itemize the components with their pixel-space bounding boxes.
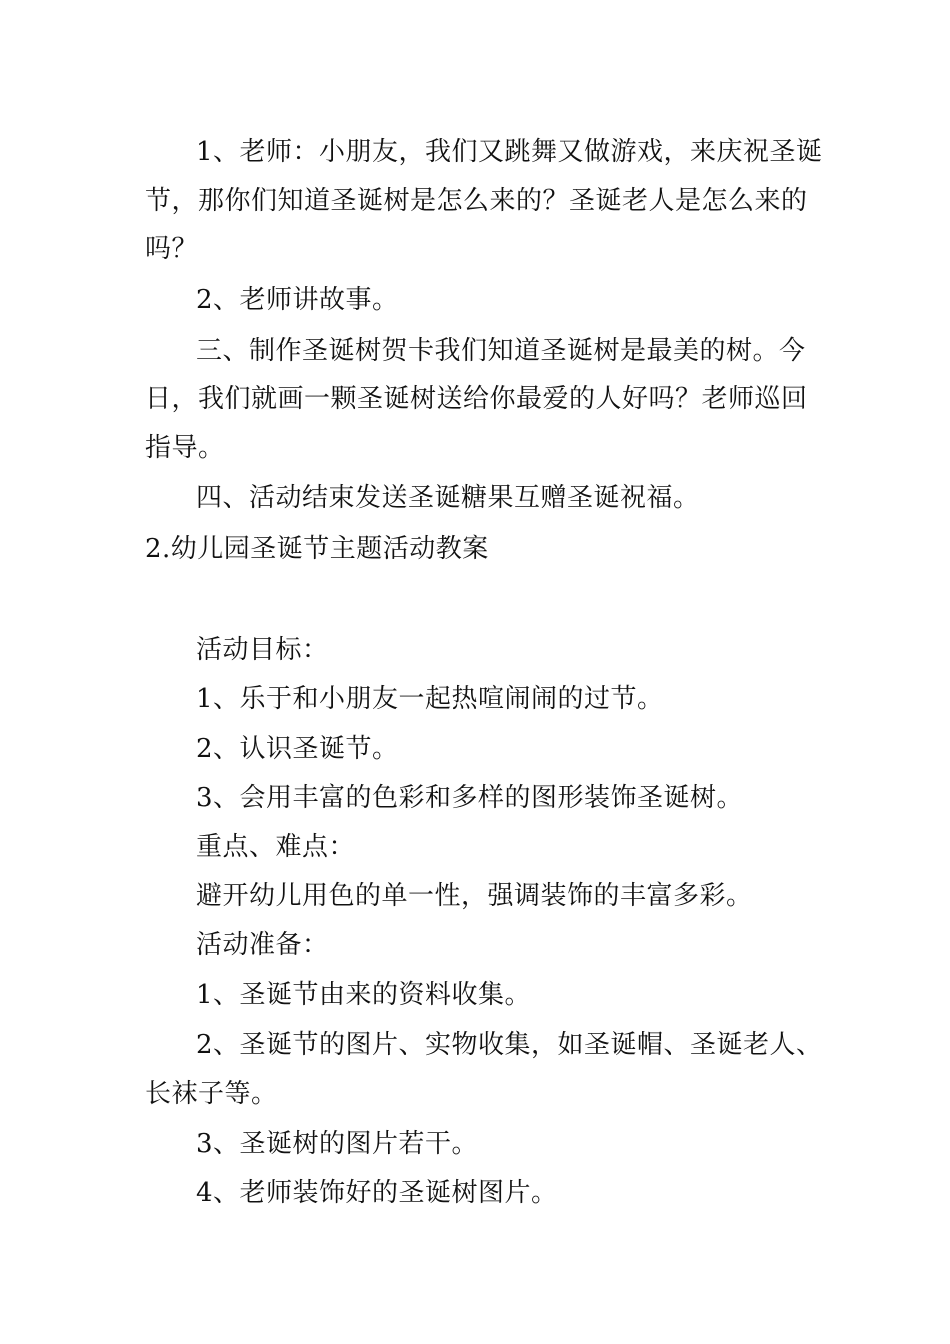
paragraph-line: 指导。 [145, 433, 225, 463]
key-heading: 重点、难点： [196, 832, 356, 862]
paragraph-line: 日，我们就画一颗圣诞树送给你最爱的人好吗？老师巡回 [145, 384, 808, 414]
paragraph-line: 吗？ [145, 234, 199, 264]
paragraph-line: 三、制作圣诞树贺卡我们知道圣诞树是最美的树。今 [196, 336, 806, 366]
goal-heading: 活动目标： [196, 635, 329, 665]
paragraph-line: 2、老师讲故事。 [196, 285, 399, 315]
list-item: 1、圣诞节由来的资料收集。 [196, 980, 532, 1010]
list-item: 4、老师装饰好的圣诞树图片。 [196, 1178, 558, 1208]
section-title: 2.幼儿园圣诞节主题活动教案 [145, 534, 489, 564]
list-item: 2、认识圣诞节。 [196, 734, 399, 764]
list-item: 3、圣诞树的图片若干。 [196, 1129, 479, 1159]
list-item: 3、会用丰富的色彩和多样的图形装饰圣诞树。 [196, 783, 744, 813]
paragraph-line: 节，那你们知道圣诞树是怎么来的？圣诞老人是怎么来的 [145, 186, 808, 216]
paragraph-line: 避开幼儿用色的单一性，强调装饰的丰富多彩。 [196, 881, 753, 911]
paragraph-line: 长袜子等。 [145, 1079, 278, 1109]
list-item: 1、乐于和小朋友一起热喧闹闹的过节。 [196, 684, 664, 714]
paragraph-line: 1、老师：小朋友，我们又跳舞又做游戏，来庆祝圣诞 [196, 137, 823, 167]
paragraph-line: 四、活动结束发送圣诞糖果互赠圣诞祝福。 [196, 483, 700, 513]
prep-heading: 活动准备： [196, 930, 329, 960]
list-item: 2、圣诞节的图片、实物收集，如圣诞帽、圣诞老人、 [196, 1030, 823, 1060]
